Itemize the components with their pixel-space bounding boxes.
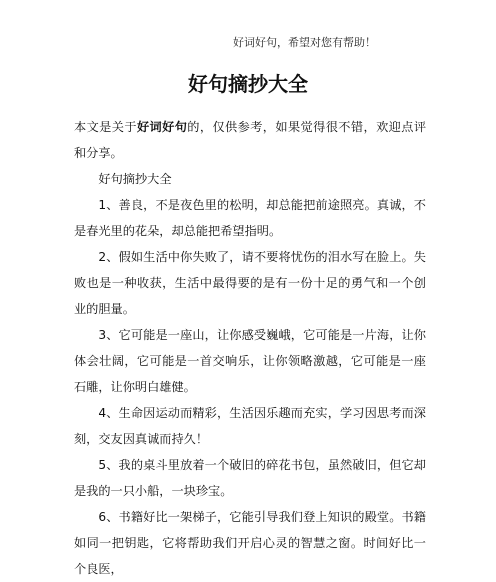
- page-title: 好句摘抄大全: [188, 72, 308, 96]
- intro-prefix: 本文是关于: [74, 120, 137, 134]
- paragraph-1: 1、善良，不是夜色里的松明，却总能把前途照亮。真诚，不是春光里的花朵，却总能把希望指明。: [74, 198, 426, 238]
- article-body: [74, 114, 426, 582]
- paragraph-6: 6、书籍好比一架梯子，它能引导我们登上知识的殿堂。书籍如同一把钥匙，它将帮助我们开启心灵的智慧之窗。时间好比一个良医，: [74, 510, 426, 576]
- header-tagline: 好词好句，希望对您有帮助！: [233, 36, 376, 49]
- subheading: 好句摘抄大全: [98, 172, 172, 186]
- paragraph-3: 3、它可能是一座山，让你感受巍峨，它可能是一片海，让你体会壮阔，它可能是一首交响乐，让你领略激越，它可能是一座石雕，让你明白雄健。: [74, 328, 426, 394]
- paragraph-4: 4、生命因运动而精彩，生活因乐趣而充实，学习因思考而深刻，交友因真诚而持久！: [74, 406, 426, 446]
- paragraph-5: 5、我的桌斗里放着一个破旧的碎花书包，虽然破旧，但它却是我的一只小船，一块珍宝。: [74, 458, 426, 498]
- intro-keyword: 好词好句: [136, 120, 188, 134]
- paragraph-2: 2、假如生活中你失败了，请不要将忧伤的泪水写在脸上。失败也是一种收获，生活中最得要的是有一份十足的勇气和一个创业的胆量。: [74, 250, 426, 316]
- intro-paragraph: [74, 114, 426, 166]
- intro-suffix: 的，仅供参考，如果觉得很不错，欢迎点评和分享。: [74, 120, 427, 160]
